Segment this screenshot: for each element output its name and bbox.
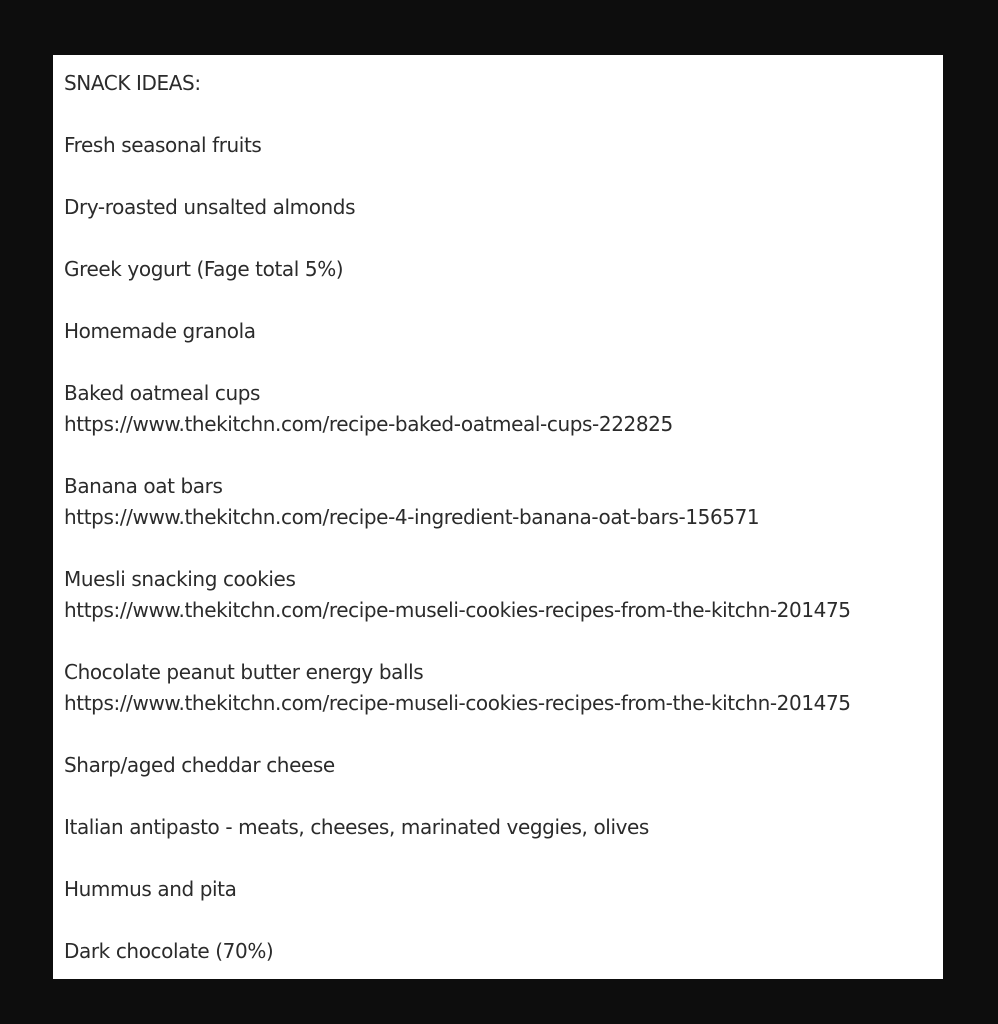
recipe-link[interactable]: https://www.thekitchn.com/recipe-museli-cookies-recipes-from-the-kitchn-201475 <box>64 691 851 715</box>
snack-item <box>64 750 943 781</box>
snack-item <box>64 657 943 719</box>
snack-item-name: Baked oatmeal cups <box>64 381 261 405</box>
recipe-link[interactable]: https://www.thekitchn.com/recipe-baked-oatmeal-cups-222825 <box>64 412 673 436</box>
recipe-link-line <box>64 409 943 440</box>
recipe-link-line <box>64 595 943 626</box>
snack-item-name: Chocolate peanut butter energy balls <box>64 660 424 684</box>
snack-item-name: Dry-roasted unsalted almonds <box>64 195 356 219</box>
snack-item <box>64 192 943 223</box>
snack-item-name: Greek yogurt (Fage total 5%) <box>64 257 344 281</box>
heading-block <box>64 68 943 99</box>
snack-item-name: Banana oat bars <box>64 474 223 498</box>
snack-item-name: Sharp/aged cheddar cheese <box>64 753 335 777</box>
recipe-link-line <box>64 688 943 719</box>
snack-item-name: Italian antipasto - meats, cheeses, marinated veggies, olives <box>64 815 649 839</box>
snack-item <box>64 378 943 440</box>
snack-item <box>64 130 943 161</box>
snack-item-name: Fresh seasonal fruits <box>64 133 262 157</box>
recipe-link[interactable]: https://www.thekitchn.com/recipe-museli-cookies-recipes-from-the-kitchn-201475 <box>64 598 851 622</box>
snack-item <box>64 254 943 285</box>
snack-item <box>64 316 943 347</box>
snack-item-name: Hummus and pita <box>64 877 237 901</box>
document-heading: SNACK IDEAS: <box>64 71 201 95</box>
snack-item <box>64 874 943 905</box>
snack-ideas-document <box>53 55 943 979</box>
recipe-link[interactable]: https://www.thekitchn.com/recipe-4-ingredient-banana-oat-bars-156571 <box>64 505 760 529</box>
snack-item <box>64 812 943 843</box>
snack-item <box>64 936 943 967</box>
snack-item-name: Homemade granola <box>64 319 256 343</box>
snack-item-name: Dark chocolate (70%) <box>64 939 274 963</box>
snack-item-name: Muesli snacking cookies <box>64 567 296 591</box>
snack-item <box>64 471 943 533</box>
snack-item <box>64 564 943 626</box>
recipe-link-line <box>64 502 943 533</box>
